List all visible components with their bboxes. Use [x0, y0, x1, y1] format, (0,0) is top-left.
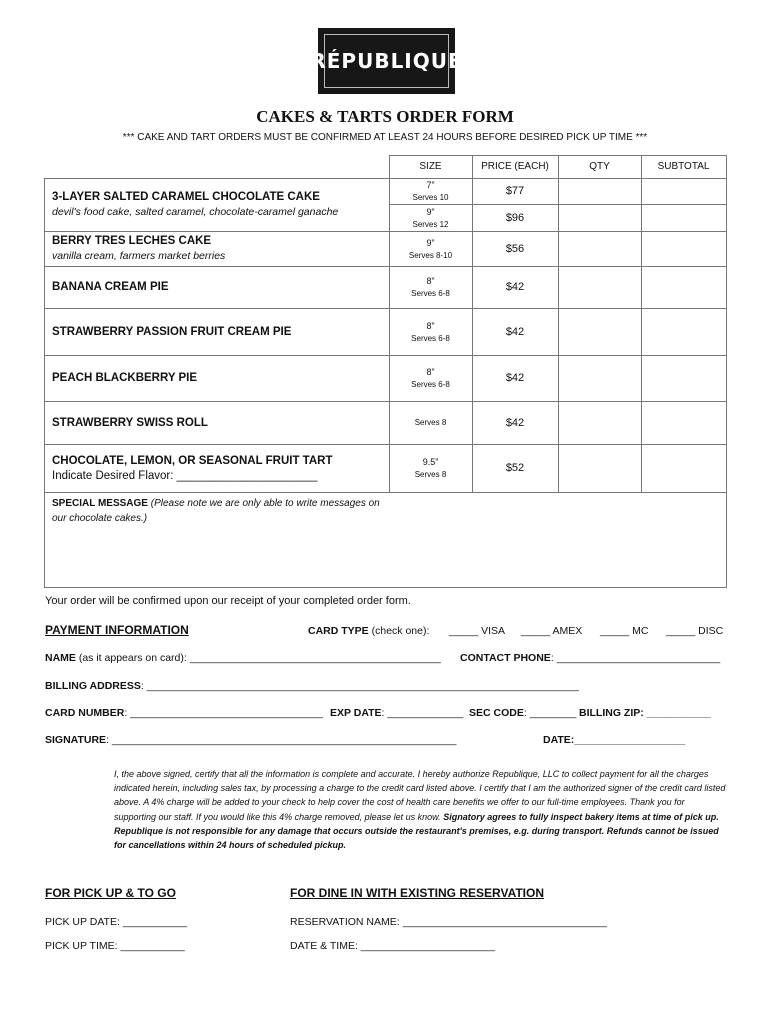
item-size: 8” — [426, 276, 435, 286]
price-cell: $42 — [505, 372, 525, 384]
contact-phone-field[interactable]: CONTACT PHONE: ____________________________ — [460, 652, 721, 664]
item-serves: Serves 6-8 — [411, 333, 450, 343]
amex-checkbox[interactable]: _____ AMEX — [521, 625, 583, 637]
item-serves: Serves 6-8 — [411, 289, 450, 298]
visa-checkbox[interactable]: _____ VISA — [449, 625, 506, 637]
item-serves: Serves 6-8 — [411, 380, 450, 389]
price-cell: $77 — [505, 185, 525, 197]
item-row-1 — [52, 231, 389, 266]
dinein-heading: FOR DINE IN WITH EXISTING RESERVATION — [290, 886, 545, 900]
size-cell — [389, 444, 472, 492]
size-cell — [389, 401, 472, 444]
item-name: STRAWBERRY SWISS ROLL — [52, 416, 208, 429]
confirm-note: Your order will be confirmed upon our receipt of your completed order form. — [45, 595, 411, 607]
reservation-name-field[interactable]: RESERVATION NAME: ___________________________________ — [290, 916, 607, 928]
pickup-date-field[interactable]: PICK UP DATE: ___________ — [45, 916, 188, 928]
republique-logo — [310, 28, 463, 94]
grid-row-line — [44, 492, 726, 493]
date-time-field[interactable]: DATE & TIME: _______________________ — [290, 940, 496, 952]
grid-bottom-border — [44, 587, 726, 588]
exp-date-field[interactable]: EXP DATE: _____________ — [330, 707, 464, 719]
price-cell: $56 — [505, 242, 525, 255]
sec-code-field[interactable]: SEC CODE: ________ — [469, 707, 577, 719]
grid-right-border — [726, 155, 727, 588]
item-size: 8” — [426, 320, 435, 331]
item-serves: Serves 10 — [412, 193, 449, 202]
mc-checkbox[interactable]: _____ MC — [600, 625, 649, 637]
item-serves: Serves 8 — [414, 418, 447, 427]
item-size: 9” — [426, 206, 435, 217]
order-grid — [44, 155, 726, 587]
item-row-6 — [52, 444, 389, 492]
billing-zip-field[interactable]: BILLING ZIP: ___________ — [579, 707, 711, 719]
certification-body: I, the above signed, certify that all the information is complete and accurate. I hereby authorize Republique, LLC to collect payment for all the charges indicated herein, including sales tax, by processing a charge to the credit card listed above. I certify that I am the authorized signer of the credit card listed above. A 4% charge will be added to your check to help cover the cost of health care benefits we offer to our full-time employees. Thank you for supporting our staff. If you would like this 4% charge removed, please let us know. — [114, 769, 726, 822]
grid-col-line — [641, 155, 642, 492]
pickup-heading: FOR PICK UP & TO GO — [45, 886, 176, 900]
item-name: 3-LAYER SALTED CARAMEL CHOCOLATE CAKE — [52, 191, 320, 203]
signature-field[interactable]: SIGNATURE: ___________________________________________________________ — [45, 734, 457, 746]
item-row-4 — [52, 355, 389, 401]
card-number-field[interactable]: CARD NUMBER: _________________________________ — [45, 707, 323, 719]
item-serves: Serves 12 — [412, 219, 449, 229]
logo-text: RÉPUBLIQUE — [310, 49, 463, 73]
price-cell: $42 — [505, 416, 525, 429]
item-size: 8” — [426, 367, 435, 377]
item-name: STRAWBERRY PASSION FRUIT CREAM PIE — [52, 325, 292, 338]
date-field[interactable]: DATE:___________________ — [543, 734, 686, 746]
price-cell: $52 — [505, 462, 525, 474]
price-cell: $42 — [505, 325, 525, 338]
size-cell — [389, 231, 472, 266]
size-cell — [389, 266, 472, 308]
grid-col-line — [558, 155, 559, 492]
item-serves: Serves 8 — [414, 470, 447, 479]
header-price: PRICE (EACH) — [481, 161, 549, 172]
item-row-3 — [52, 308, 389, 355]
item-size: 9.5” — [422, 457, 439, 467]
billing-address-field[interactable]: BILLING ADDRESS: __________________________________________________________________________ — [45, 680, 579, 692]
item-row-5 — [52, 401, 389, 444]
header-qty: QTY — [589, 161, 610, 172]
form-title: CAKES & TARTS ORDER FORM — [256, 107, 514, 126]
size-cell — [389, 178, 472, 204]
price-cell: $42 — [505, 281, 525, 293]
item-name: CHOCOLATE, LEMON, OR SEASONAL FRUIT TART — [52, 454, 333, 467]
item-desc: devil's food cake, salted caramel, chocolate-caramel ganache — [52, 206, 339, 218]
header-subtotal: SUBTOTAL — [657, 161, 710, 172]
size-cell — [389, 355, 472, 401]
special-message-label: SPECIAL MESSAGE — [52, 498, 148, 509]
disc-checkbox[interactable]: _____ DISC — [666, 625, 724, 637]
item-name: BERRY TRES LECHES CAKE — [52, 235, 212, 247]
form-subtitle: *** CAKE AND TART ORDERS MUST BE CONFIRMED AT LEAST 24 HOURS BEFORE DESIRED PICK UP TIME *** — [122, 132, 648, 143]
item-name: PEACH BLACKBERRY PIE — [52, 372, 198, 384]
item-row-2 — [52, 266, 389, 308]
certification-text — [114, 767, 726, 852]
pickup-time-field[interactable]: PICK UP TIME: ___________ — [45, 940, 185, 952]
item-serves: Serves 8-10 — [408, 250, 453, 260]
certification-bold: Signatory agrees to fully inspect bakery items at time of pick up. Republique is not responsible for any damage that occurs outside the restaurant's premises, e.g. during transport. Refunds cannot be issued for cancellations within 24 hours of scheduled pickup. — [114, 811, 719, 851]
item-row-0 — [52, 178, 389, 231]
size-cell — [389, 204, 472, 231]
special-message-box[interactable] — [52, 496, 382, 576]
payment-heading: PAYMENT INFORMATION — [45, 623, 189, 637]
item-desc: vanilla cream, farmers market berries — [52, 250, 226, 262]
name-field[interactable]: NAME (as it appears on card): ___________________________________________ — [45, 652, 441, 664]
price-cell: $96 — [505, 211, 525, 224]
grid-left-border — [44, 178, 45, 587]
header-size: SIZE — [419, 161, 442, 172]
item-size: 9” — [426, 237, 435, 248]
item-desc: Indicate Desired Flavor: ______________________ — [52, 469, 318, 482]
card-type-label: CARD TYPE (check one): — [308, 625, 430, 637]
size-cell — [389, 308, 472, 355]
special-message-note: (Please note we are only able to write messages on our chocolate cakes.) — [52, 498, 380, 524]
item-size: 7” — [426, 180, 435, 190]
item-name: BANANA CREAM PIE — [52, 281, 169, 293]
